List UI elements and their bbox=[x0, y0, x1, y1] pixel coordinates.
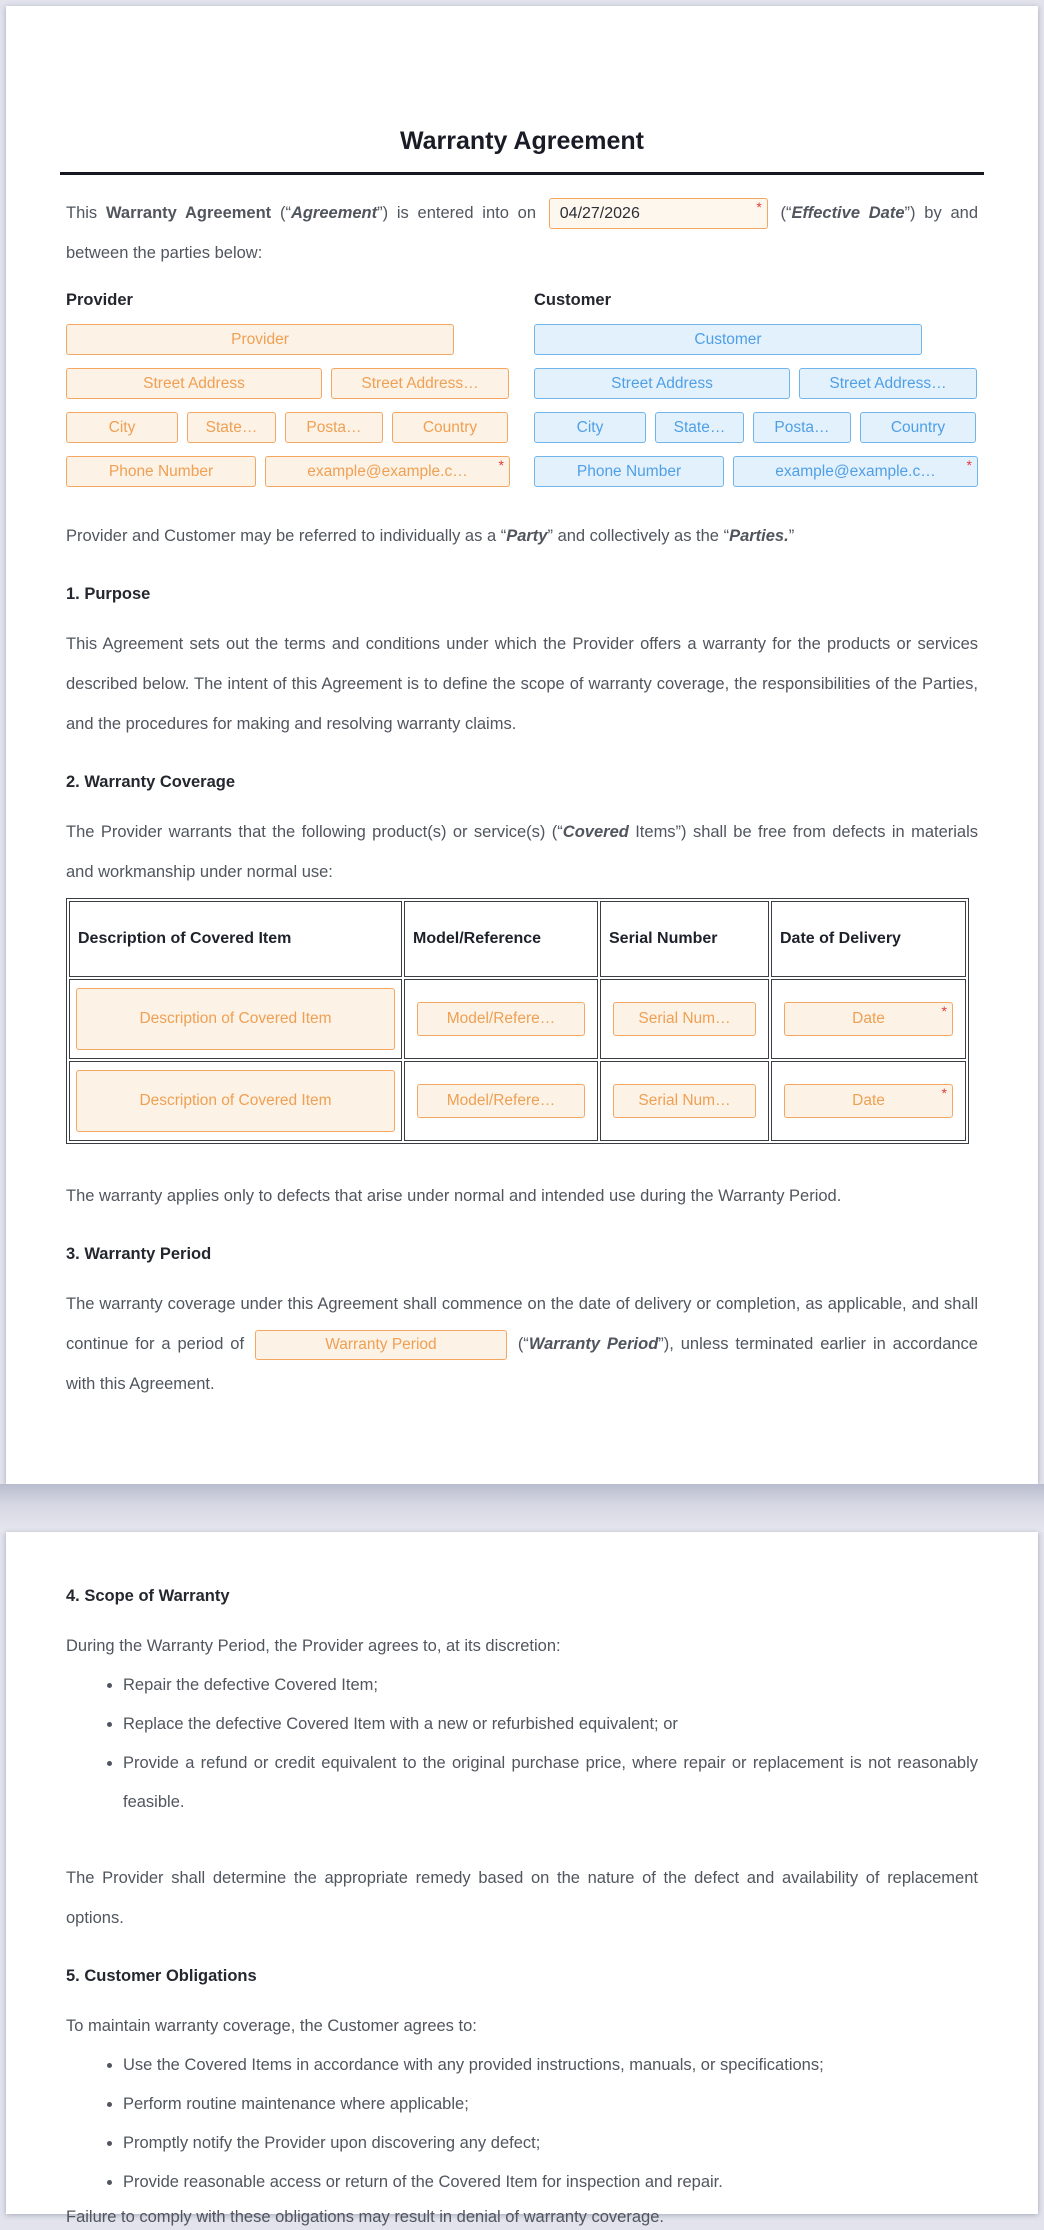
provider-label: Provider bbox=[66, 291, 133, 309]
parties-note: Provider and Customer may be referred to individually as a “Party” and collectively as the “Parties.” bbox=[66, 527, 795, 545]
provider-name-input[interactable]: Provider bbox=[66, 324, 454, 355]
intro-text-lead: This Warranty Agreement (“Agreement”) is entered into on bbox=[66, 204, 545, 222]
obligations-intro: To maintain warranty coverage, the Customer agrees to: bbox=[66, 2017, 477, 2035]
scope-note: The Provider shall determine the appropriate remedy based on the nature of the defect and availability of replacement options. bbox=[66, 1869, 978, 1927]
customer-column bbox=[534, 285, 978, 500]
obligations-note: Failure to comply with these obligations may result in denial of warranty coverage. bbox=[66, 2208, 664, 2226]
provider-street-input[interactable]: Street Address bbox=[66, 368, 322, 399]
document-page-1 bbox=[6, 6, 1038, 1484]
table-header-row bbox=[69, 901, 966, 977]
table-row bbox=[69, 979, 966, 1059]
customer-email-input[interactable] bbox=[733, 456, 978, 487]
period-text-lead: The warranty coverage under this Agreement shall commence on the date of delivery or completion, as applicable, and shall continue for a period of bbox=[66, 1295, 978, 1353]
date-placeholder: Date bbox=[852, 1010, 885, 1027]
obligations-bullet-list bbox=[66, 2046, 978, 2202]
scope-intro: During the Warranty Period, the Provider agrees to, at its discretion: bbox=[66, 1637, 561, 1655]
column-header-serial: Serial Number bbox=[600, 901, 769, 977]
page-title: Warranty Agreement bbox=[399, 127, 645, 155]
column-header-model: Model/Reference bbox=[404, 901, 598, 977]
customer-country-input[interactable]: Country bbox=[860, 412, 976, 443]
title-divider bbox=[60, 172, 984, 175]
intro-paragraph bbox=[66, 193, 978, 273]
required-asterisk: * bbox=[498, 457, 504, 473]
delivery-date-input[interactable] bbox=[784, 1084, 953, 1118]
customer-street-input[interactable]: Street Address bbox=[534, 368, 790, 399]
purpose-body: This Agreement sets out the terms and conditions under which the Provider offers a warranty for the products or services described below. The intent of this Agreement is to define the scope of warranty coverage, the responsibilities of the Parties, and the procedures for making and resolving warranty claims. bbox=[66, 635, 978, 733]
provider-city-input[interactable]: City bbox=[66, 412, 178, 443]
required-asterisk: * bbox=[941, 1085, 947, 1101]
effective-date-value: 04/27/2026 bbox=[559, 204, 640, 222]
list-item: • Promptly notify the Provider upon discovering any defect; bbox=[123, 2124, 978, 2163]
coverage-intro: The Provider warrants that the following product(s) or service(s) (“Covered Items”) shall be free from defects in materials and workmanship under normal use: bbox=[66, 823, 979, 881]
description-input[interactable]: Description of Covered Item bbox=[76, 988, 395, 1050]
description-input[interactable]: Description of Covered Item bbox=[76, 1070, 395, 1132]
provider-email-input[interactable] bbox=[265, 456, 510, 487]
provider-email-placeholder: example@example.c… bbox=[307, 462, 468, 480]
covered-items-table bbox=[66, 898, 969, 1144]
provider-phone-input[interactable]: Phone Number bbox=[66, 456, 256, 487]
intro-text-trail: (“Effective Date”) by and between the parties below: bbox=[66, 204, 978, 262]
list-item: • Provide reasonable access or return of the Covered Item for inspection and repair. bbox=[123, 2163, 978, 2202]
list-item: • Use the Covered Items in accordance with any provided instructions, manuals, or specifications; bbox=[123, 2046, 978, 2085]
required-asterisk: * bbox=[756, 199, 762, 216]
page-gap bbox=[0, 1484, 1044, 1532]
section-heading-coverage: 2. Warranty Coverage bbox=[66, 773, 236, 791]
parties-section bbox=[66, 285, 978, 500]
list-item: • Repair the defective Covered Item; bbox=[123, 1666, 978, 1705]
customer-city-input[interactable]: City bbox=[534, 412, 646, 443]
effective-date-input[interactable] bbox=[549, 198, 768, 229]
scope-bullet-list bbox=[66, 1666, 978, 1822]
coverage-note: The warranty applies only to defects that arise under normal and intended use during the Warranty Period. bbox=[66, 1187, 842, 1205]
list-item: • Provide a refund or credit equivalent to the original purchase price, where repair or replacement is not reasonably feasible. bbox=[123, 1744, 978, 1822]
column-header-date: Date of Delivery bbox=[771, 901, 966, 977]
warranty-period-input[interactable]: Warranty Period bbox=[255, 1330, 507, 1360]
customer-street2-input[interactable]: Street Address… bbox=[799, 368, 977, 399]
delivery-date-input[interactable] bbox=[784, 1002, 953, 1036]
customer-name-input[interactable]: Customer bbox=[534, 324, 922, 355]
document-page-2 bbox=[6, 1532, 1038, 2226]
customer-phone-input[interactable]: Phone Number bbox=[534, 456, 724, 487]
section-heading-scope: 4. Scope of Warranty bbox=[66, 1587, 230, 1605]
serial-input[interactable]: Serial Num… bbox=[613, 1002, 756, 1036]
customer-postal-input[interactable]: Posta… bbox=[753, 412, 851, 443]
model-input[interactable]: Model/Refere… bbox=[417, 1002, 585, 1036]
model-input[interactable]: Model/Refere… bbox=[417, 1084, 585, 1118]
period-paragraph bbox=[66, 1284, 978, 1404]
required-asterisk: * bbox=[966, 457, 972, 473]
list-item: • Replace the defective Covered Item with a new or refurbished equivalent; or bbox=[123, 1705, 978, 1744]
customer-state-input[interactable]: State… bbox=[655, 412, 744, 443]
required-asterisk: * bbox=[941, 1003, 947, 1019]
list-item: • Perform routine maintenance where applicable; bbox=[123, 2085, 978, 2124]
section-heading-obligations: 5. Customer Obligations bbox=[66, 1967, 257, 1985]
customer-email-placeholder: example@example.c… bbox=[775, 462, 936, 480]
table-row bbox=[69, 1061, 966, 1141]
provider-country-input[interactable]: Country bbox=[392, 412, 508, 443]
customer-label: Customer bbox=[534, 291, 612, 309]
section-heading-period: 3. Warranty Period bbox=[66, 1245, 212, 1263]
provider-state-input[interactable]: State… bbox=[187, 412, 276, 443]
section-heading-purpose: 1. Purpose bbox=[66, 585, 151, 603]
provider-street2-input[interactable]: Street Address… bbox=[331, 368, 509, 399]
period-text-trail: (“Warranty Period”), unless terminated earlier in accordance with this Agreement. bbox=[66, 1335, 978, 1393]
date-placeholder: Date bbox=[852, 1092, 885, 1109]
provider-column bbox=[66, 285, 510, 500]
column-header-description: Description of Covered Item bbox=[69, 901, 402, 977]
serial-input[interactable]: Serial Num… bbox=[613, 1084, 756, 1118]
provider-postal-input[interactable]: Posta… bbox=[285, 412, 383, 443]
